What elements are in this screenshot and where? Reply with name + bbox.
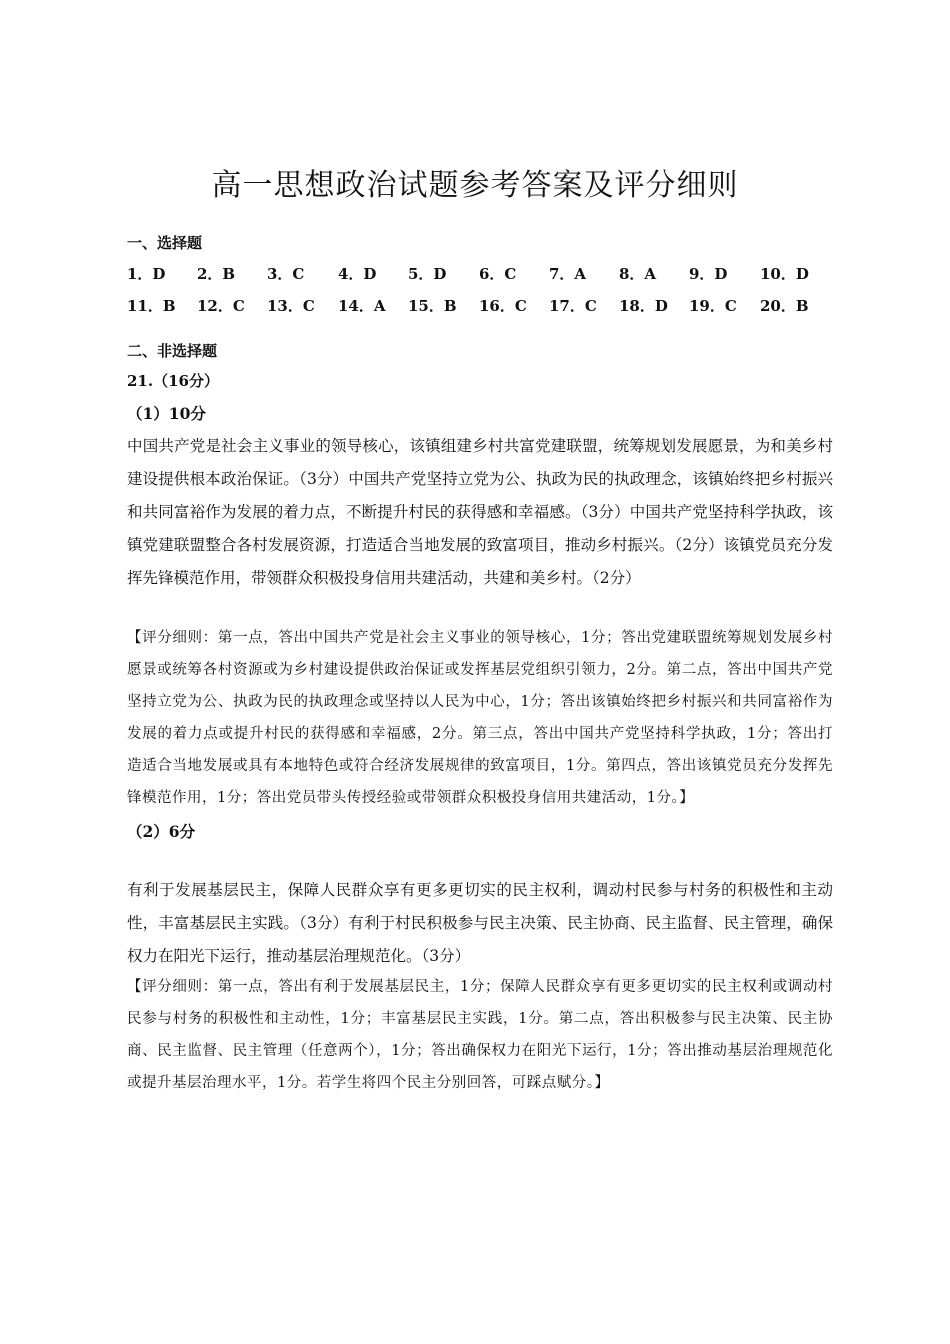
answer-item: 15．B xyxy=(408,297,457,315)
answer-item: 5．D xyxy=(408,265,447,283)
section-heading-nonchoice: 二、非选择题 xyxy=(127,342,218,360)
question-21-label: 21.（16分） xyxy=(127,372,219,390)
page-title: 高一思想政治试题参考答案及评分细则 xyxy=(211,168,739,203)
answer-item: 20．B xyxy=(760,297,809,315)
answer-item: 14．A xyxy=(338,297,386,315)
answer-item: 13．C xyxy=(267,297,315,315)
answer-item: 11．B xyxy=(127,297,176,315)
answer-item: 9．D xyxy=(689,265,728,283)
answer-item: 1．D xyxy=(127,265,166,283)
answer-item: 6．C xyxy=(479,265,517,283)
answer-item: 12．C xyxy=(197,297,245,315)
part-1-rubric: 【评分细则：第一点，答出中国共产党是社会主义事业的领导核心，1分；答出党建联盟统筹规划发展乡村愿景或统筹各村资源或为乡村建设提供政治保证或发挥基层党组织引领力，2分。第二点，答出中国共产党坚持立党为公、执政为民的执政理念或坚持以人民为中心，1分；答出该镇始终把乡村振兴和共同富裕作为发展的着力点或提升村民的获得感和幸福感，2分。第三点，答出中国共产党坚持科学执政，1分；答出打造适合当地发展或具有本地特色或符合经济发展规律的致富项目，1分。第四点，答出该镇党员充分发挥先锋模范作用，1分；答出党员带头传授经验或带领群众积极投身信用共建活动，1分。】 xyxy=(127,630,833,806)
answer-item: 3．C xyxy=(267,265,305,283)
answer-item: 2．B xyxy=(197,265,236,283)
part-1-label: （1）10分 xyxy=(127,404,206,423)
part-1-answer: 中国共产党是社会主义事业的领导核心，该镇组建乡村共富党建联盟，统筹规划发展愿景，为和美乡村建设提供根本政治保证。（3分）中国共产党坚持立党为公、执政为民的执政理念，该镇始终把乡村振兴和共同富裕作为发展的着力点，不断提升村民的获得感和幸福感。（3分）中国共产党坚持科学执政，该镇党建联盟整合各村发展资源，打造适合当地发展的致富项目，推动乡村振兴。（2分）该镇党员充分发挥先锋模范作用，带领群众积极投身信用共建活动，共建和美乡村。（2分） xyxy=(127,437,833,587)
answer-item: 19．C xyxy=(689,297,737,315)
answer-item: 18．D xyxy=(619,297,668,315)
part-2-rubric: 【评分细则：第一点，答出有利于发展基层民主，1分；保障人民群众享有更多更切实的民主权利或调动村民参与村务的积极性和主动性，1分；丰富基层民主实践，1分。第二点，答出积极参与民主决策、民主协商、民主监督、民主管理（任意两个），1分；答出确保权力在阳光下运行，1分；答出推动基层治理规范化或提升基层治理水平，1分。若学生将四个民主分别回答，可踩点赋分。】 xyxy=(127,979,833,1091)
section-heading-choice: 一、选择题 xyxy=(127,234,203,252)
answer-item: 16．C xyxy=(479,297,527,315)
part-2-answer: 有利于发展基层民主，保障人民群众享有更多更切实的民主权利，调动村民参与村务的积极性和主动性，丰富基层民主实践。（3分）有利于村民积极参与民主决策、民主协商、民主监督、民主管理，确保权力在阳光下运行，推动基层治理规范化。（3分） xyxy=(127,881,833,965)
answer-item: 7．A xyxy=(549,265,587,283)
answer-item: 8．A xyxy=(619,265,657,283)
answer-item: 4．D xyxy=(338,265,377,283)
answer-item: 17．C xyxy=(549,297,597,315)
answer-item: 10．D xyxy=(760,265,809,283)
part-2-label: （2）6分 xyxy=(127,822,196,841)
